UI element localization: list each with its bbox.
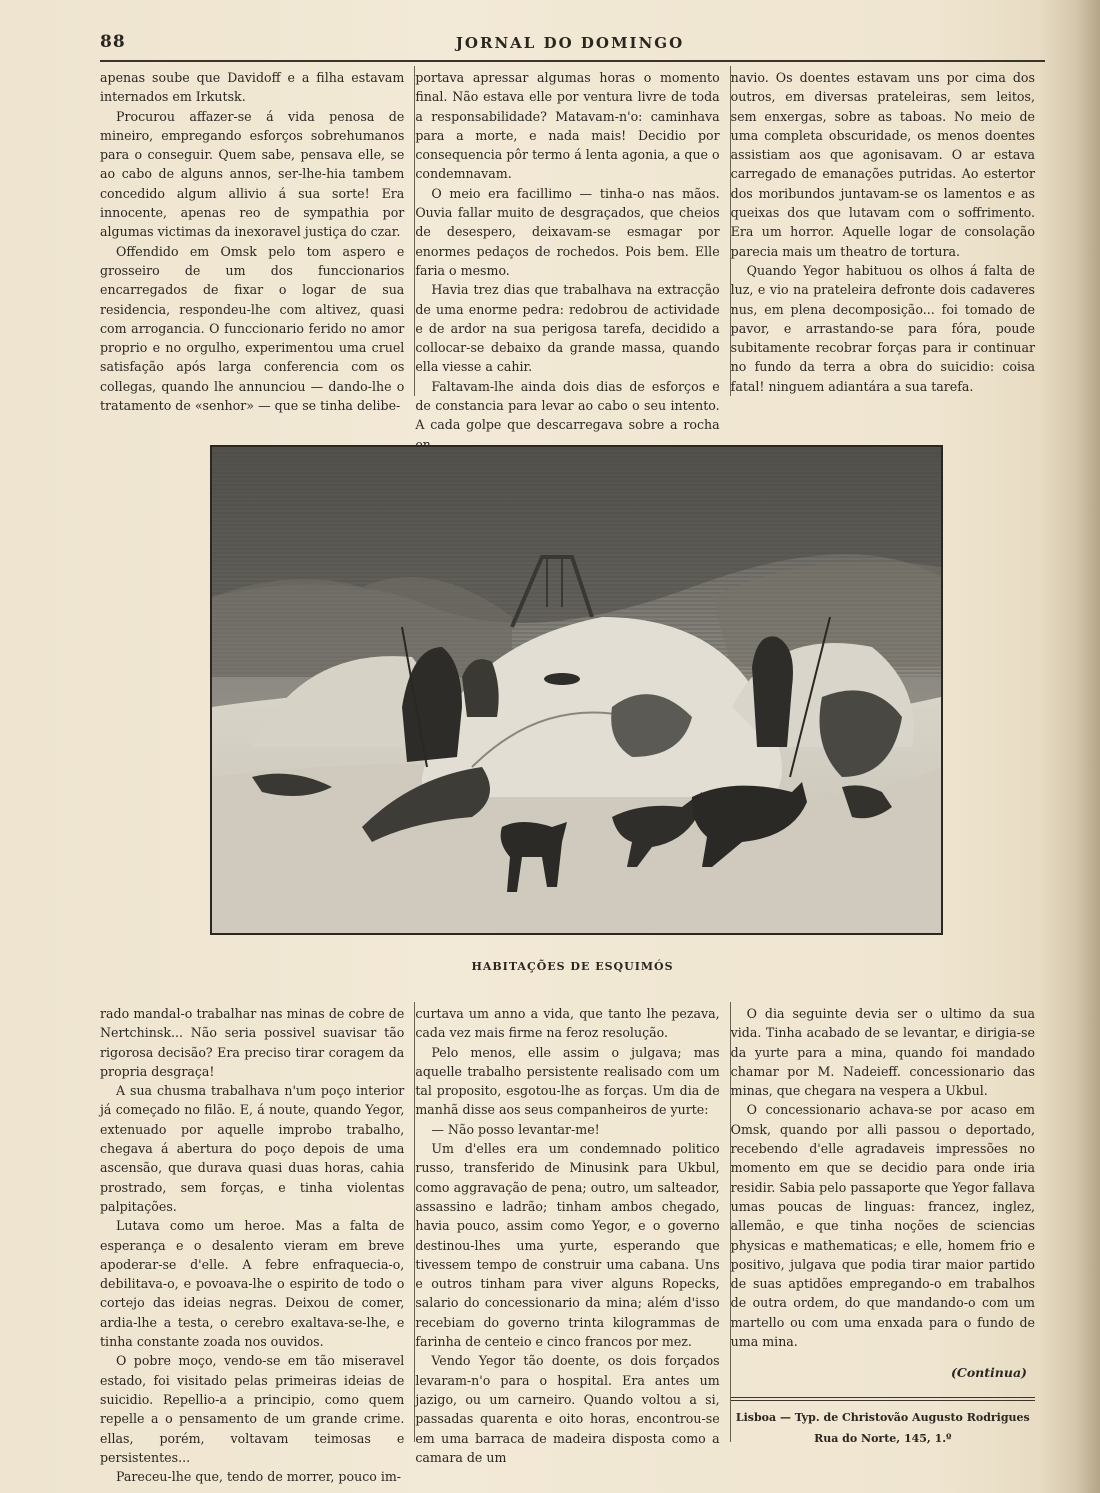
paragraph: portava apressar algumas horas o momento final. Não estava elle por ventura livre de toda a responsabilidade? Matavam-n'o: caminhava para a morte, e nada mais! Decidio por consequencia pôr termo á lenta agonia, a que o condemnavam. xyxy=(415,70,720,182)
paragraph: Offendido em Omsk pelo tom aspero e grosseiro de um dos funccionarios encarregados de fixar o logar de sua residencia, respondeu-lhe com altivez, quasi com arrogancia. O funccionario ferido no amor proprio e no orgulho, experimentou uma cruel satisfação após larga conferencia com os collegas, quando lhe annunciou — dando-lhe o tratamento de «senhor» — que se tinha delibe- xyxy=(100,243,405,414)
continua-note: (Continua) xyxy=(950,1365,1027,1381)
paragraph: Havia trez dias que trabalhava na extracção de uma enorme pedra: redobrou de actividade e de ardor na sua perigosa tarefa, decidido a collocar-se debaixo da grande massa, quando ella viesse a cahir. xyxy=(415,282,720,375)
journal-title: JORNAL DO DOMINGO xyxy=(455,34,685,52)
illustration-caption: HABITAÇÕES DE ESQUIMÓS xyxy=(471,960,674,973)
eskimo-dwellings-engraving xyxy=(212,447,941,933)
paragraph: — Não posso levantar-me! xyxy=(431,1121,600,1137)
paragraph: Pelo menos, elle assim o julgava; mas aquelle trabalho persistente realisado com um tal proposito, esgotou-lhe as forças. Um dia de manhã disse aos seus companheiros de yurte: xyxy=(415,1044,720,1118)
imprint-rule xyxy=(731,1397,1035,1401)
paragraph: Lutava como um heroe. Mas a falta de esperança e o desalento vieram em breve apoderar-se d'elle. A febre enfraquecia-o, debilitava-o, e povoava-lhe o espirito de todo o cortejo das ideias negras. Deixou de comer, ardia-lhe a testa, o cerebro exaltava-se-lhe, e tinha constante zoada nos ouvidos. xyxy=(100,1218,405,1350)
paragraph: O dia seguinte devia ser o ultimo da sua vida. Tinha acabado de se levantar, e dirigia-se da yurte para a mina, quando foi mandado chamar por M. Nadeieff. concessionario das minas, que chegara na vespera a Ukbul. xyxy=(730,1006,1035,1099)
paragraph: A sua chusma trabalhava n'um poço interior já começado no filão. E, á noute, quando Yegor, extenuado por aquelle improbo trabalho, chegava á abertura do poço depois de uma ascensão, que durava quasi duas horas, cahia prostrado, sem forças, e tinha violentas palpitações. xyxy=(100,1083,405,1214)
paragraph: navio. Os doentes estavam uns por cima dos outros, em diversas prateleiras, sem leitos, sem enxergas, sobre as taboas. No meio de uma completa obscuridade, os menos doentes assistiam aos que agonisavam. O ar estava carregado de emanações putridas. Ao estertor dos moribundos juntavam-se os lamentos e as queixas dos que lutavam com o soffrimento. Era um horror. Aquelle logar de consolação parecia mais um theatro de tortura. xyxy=(730,70,1035,259)
paragraph: apenas soube que Davidoff e a filha estavam internados em Irkutsk. xyxy=(100,70,405,105)
page-number: 88 xyxy=(100,32,126,52)
paragraph: rado mandal-o trabalhar nas minas de cobre de Nertchinsk... Não seria possivel suavisar tão rigorosa decisão? Era preciso tirar coragem da propria desgraça! xyxy=(100,1006,405,1079)
bottom-column-1 xyxy=(100,1002,414,1485)
paragraph: Faltavam-lhe ainda dois dias de esforços e de constancia para levar ao cabo o seu intento. A cada golpe que descarregava sobre a rocha xyxy=(415,378,720,433)
top-column-2 xyxy=(415,66,729,433)
imprint-line: Lisboa — Typ. de Christovão Augusto Rodrigues xyxy=(735,1410,1030,1424)
binding-shadow xyxy=(1040,0,1100,1493)
top-column-1 xyxy=(100,66,414,414)
paragraph: Vendo Yegor tão doente, os dois forçados levaram-n'o para o hospital. Era antes um jazigo, ou um carneiro. Quando voltou a si, passadas quarenta e oito horas, encontrou-se em uma barraca de madeira disposta como a camara de um xyxy=(415,1353,720,1465)
engraving-illustration xyxy=(210,445,943,935)
paragraph: Um d'elles era um condemnado politico russo, transferido de Minusink para Ukbul, como aggravação de pena; outro, um salteador, assassino e ladrão; tinham ambos chegado, havia pouco, assim como Yegor, e o governo destinou-lhes uma yurte, esperando que tivessem tempo de construir uma cabana. Uns e outros tinham para viver alguns Ropecks, salario do concessionario da mina; além d'isso recebiam do governo trinta kilogrammas de farinha de centeio e cinco francos por mez. xyxy=(415,1141,720,1350)
paragraph: curtava um anno a vida, que tanto lhe pezava, cada vez mais firme na feroz resolução. xyxy=(415,1006,720,1041)
top-column-3 xyxy=(731,66,1045,396)
top-columns xyxy=(100,66,1045,433)
paragraph: O pobre moço, vendo-se em tão miseravel estado, foi visitado pelas primeiras ideias de suicidio. Repellio-a a principio, como quem repelle a o pensamento de um grande crime. ellas, porém, voltavam teimosas e persistentes... xyxy=(100,1353,405,1465)
imprint-address: Rua do Norte, 145, 1.º xyxy=(814,1431,952,1445)
paragraph: O meio era facillimo — tinha-o nas mãos. Ouvia fallar muito de desgraçados, que cheios de desespero, deixavam-se esmagar por enormes pedaços de rochedos. Pois bem. Elle faria o mesmo. xyxy=(415,185,720,278)
bottom-columns xyxy=(100,1002,1045,1485)
paragraph: O concessionario achava-se por acaso em Omsk, quando por alli passou o deportado, recebendo d'elle agradaveis impressões no momento em que se decidio para onde iria residir. Sabia pelo passaporte que Yegor fallava umas poucas de linguas: francez, inglez, allemão, e que tinha noções de sciencias physicas e mathematicas; e elle, homem frio e positivo, julgava que podia tirar maior partido de suas aptidões empregando-o em trabalhos de outra ordem, do que mandando-o com um martello ou com uma enxada para o fundo de uma mina. xyxy=(730,1102,1035,1350)
paragraph: Quando Yegor habituou os olhos á falta de luz, e vio na prateleira defronte dois cadaveres nus, em plena decomposição... foi tomado de pavor, e arrastando-se para fóra, poude subitamente recobrar forças para ir continuar no fundo da terra a obra do suicidio: coisa fatal! ninguem adiantára a sua tarefa. xyxy=(730,262,1035,394)
bottom-column-2 xyxy=(415,1002,729,1465)
bottom-column-3 xyxy=(730,1002,1045,1445)
header-rule xyxy=(100,60,1045,62)
paragraph: Pareceu-lhe que, tendo de morrer, pouco im- xyxy=(116,1469,402,1485)
paragraph: Procurou affazer-se á vida penosa de mineiro, empregando esforços sobrehumanos para o conseguir. Quem sabe, pensava elle, se ao cabo de alguns annos, ser-lhe-hia tambem concedido algum allivio á sua sorte! Era innocente, apenas reo de sympathia por algumas victimas da inexoravel justiça do czar. xyxy=(100,108,405,240)
page-header xyxy=(100,30,1040,60)
